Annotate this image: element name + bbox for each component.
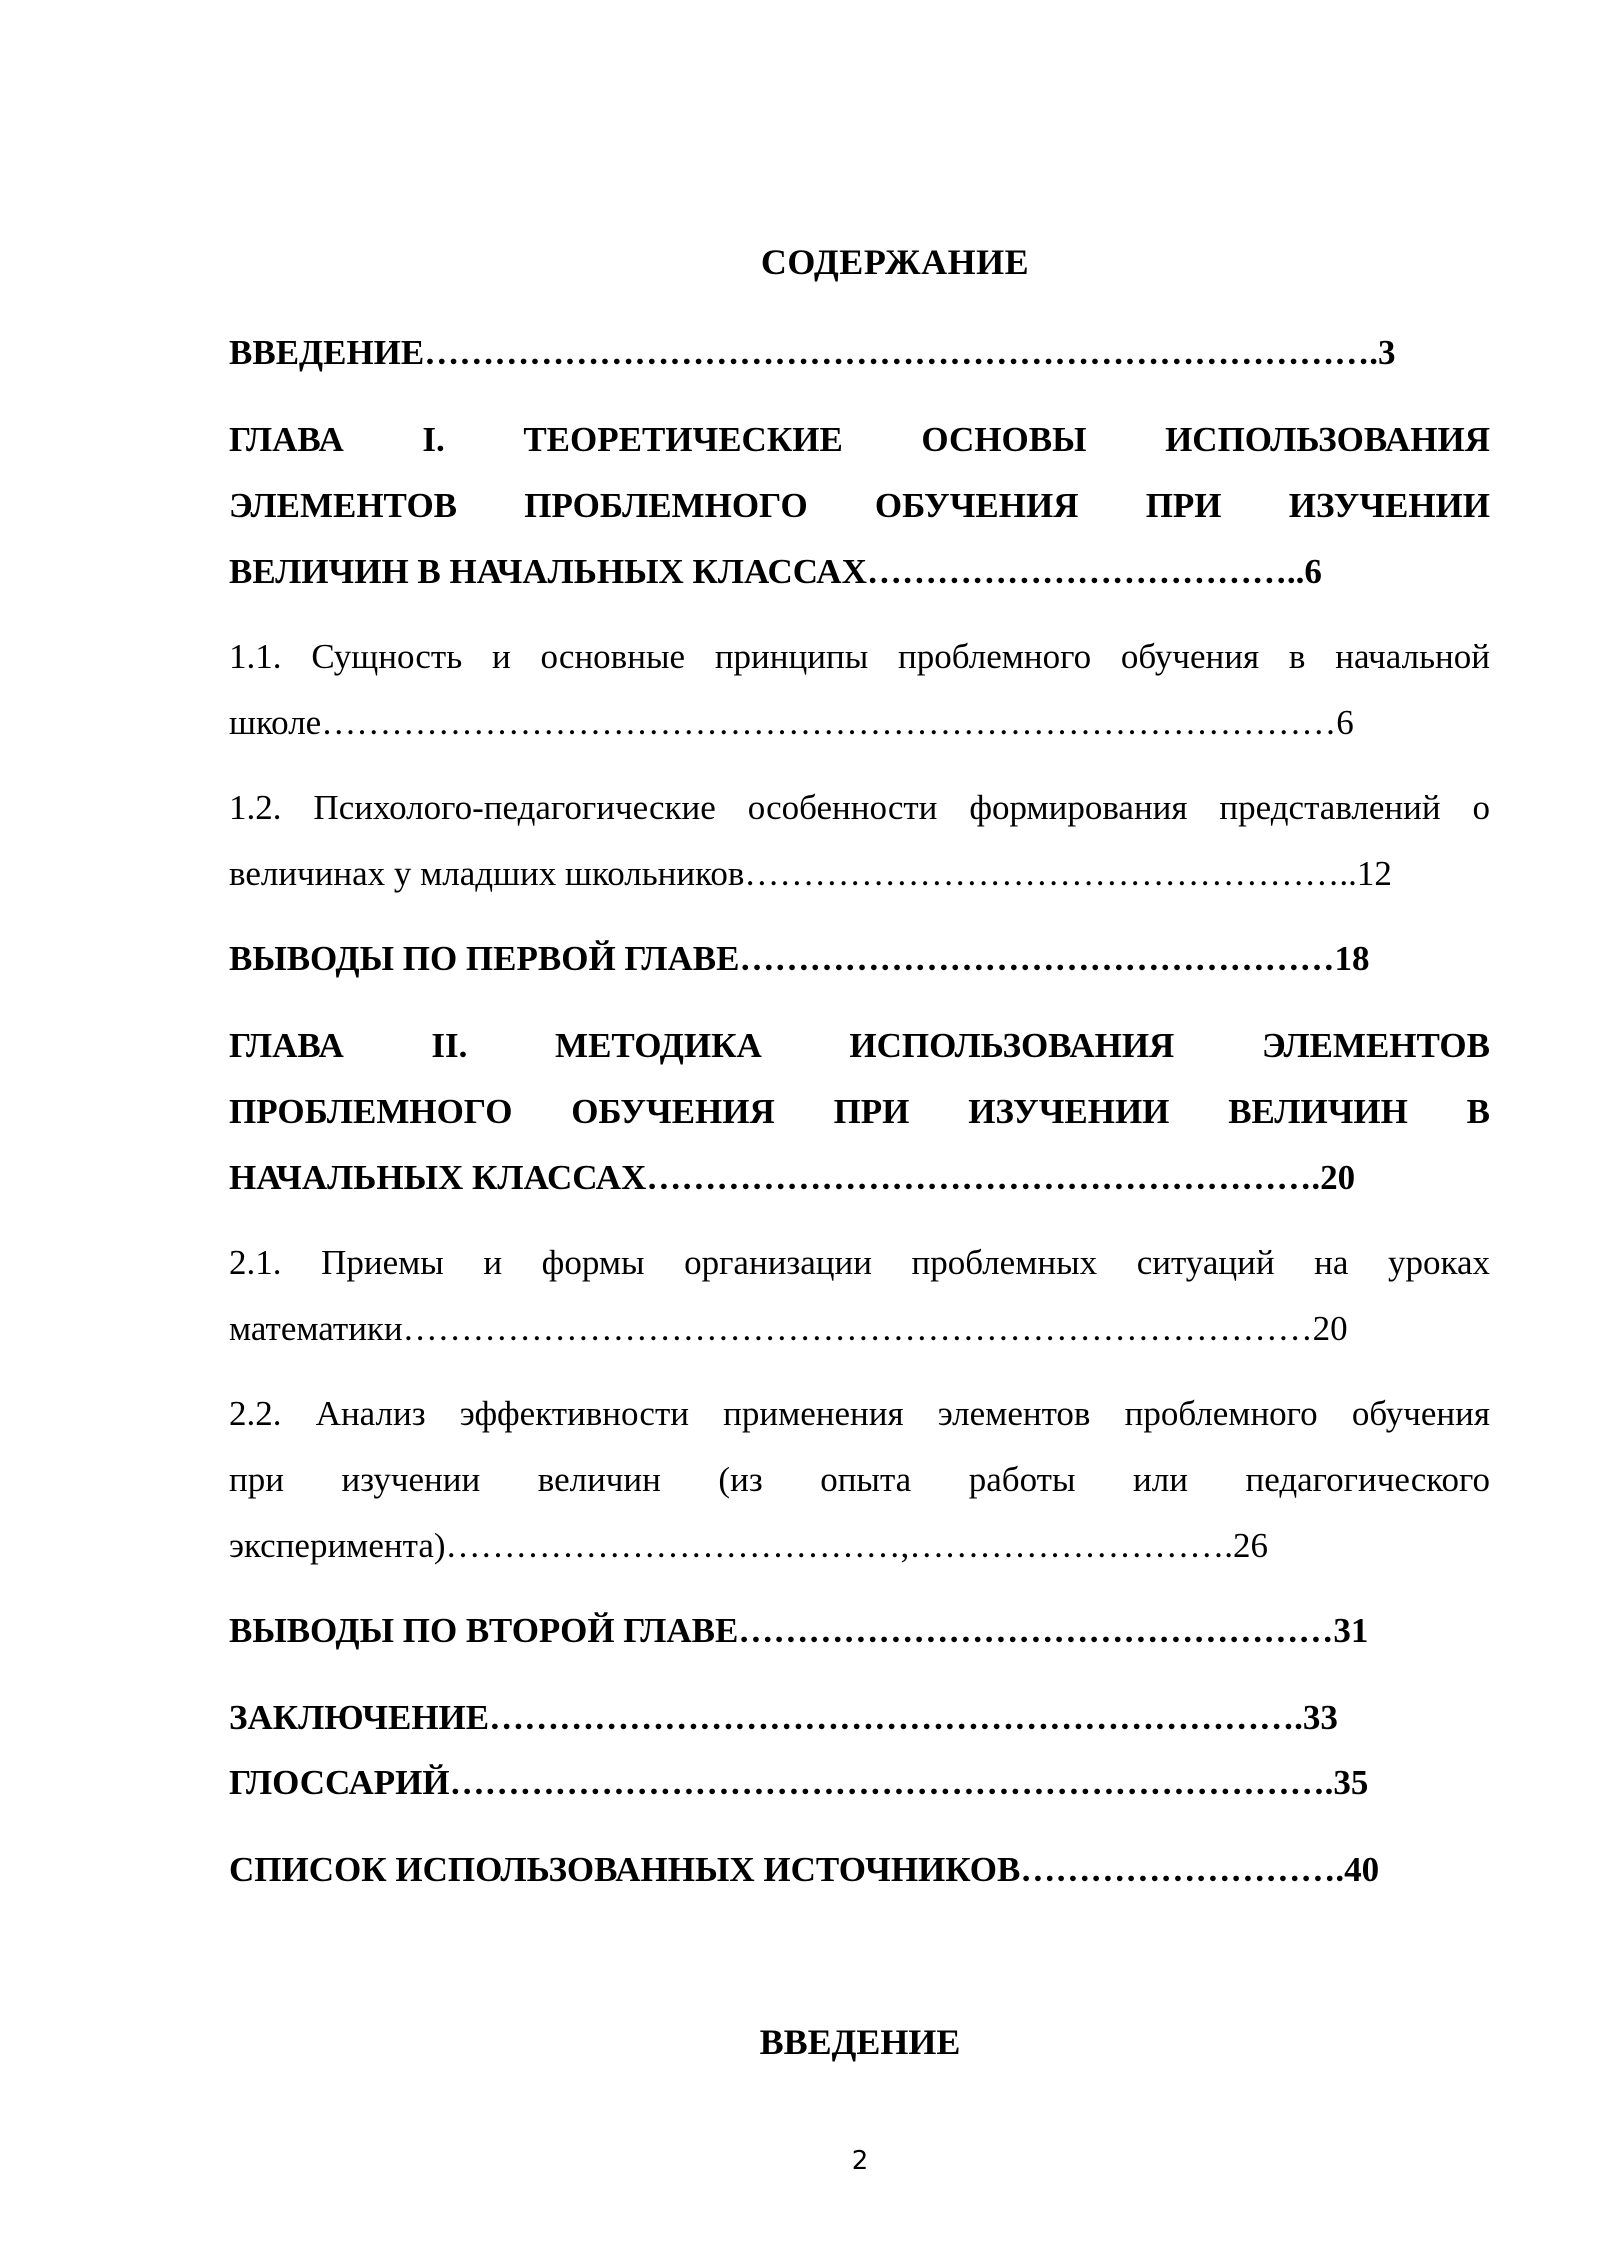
toc-line: математики……………………………………………………………………20: [229, 1309, 1348, 1348]
toc-line: ВЕЛИЧИН В НАЧАЛЬНЫХ КЛАССАХ………………………………..6: [229, 552, 1322, 591]
toc-entry-references[interactable]: [229, 1837, 1490, 1903]
section-heading-introduction: ВВЕДЕНИЕ: [759, 2022, 961, 2062]
toc-line: ГЛАВА I. ТЕОРЕТИЧЕСКИЕ ОСНОВЫ ИСПОЛЬЗОВАНИЯ: [229, 420, 1490, 459]
toc-line: ЗАКЛЮЧЕНИЕ…………………………………………………………….33: [229, 1698, 1338, 1737]
toc-line: при изучении величин (из опыта работы или педагогического: [229, 1460, 1490, 1499]
toc-line: ПРОБЛЕМНОГО ОБУЧЕНИЯ ПРИ ИЗУЧЕНИИ ВЕЛИЧИН В: [229, 1092, 1490, 1131]
toc-line: ЭЛЕМЕНТОВ ПРОБЛЕМНОГО ОБУЧЕНИЯ ПРИ ИЗУЧЕНИИ: [229, 486, 1490, 525]
toc-line: НАЧАЛЬНЫХ КЛАССАХ………………………………………………….20: [229, 1158, 1356, 1197]
toc-entry-glossary[interactable]: [229, 1750, 1490, 1816]
toc-entry-introduction[interactable]: [229, 320, 1490, 386]
toc-entry-section-2-1[interactable]: [229, 1230, 1490, 1362]
page-title: СОДЕРЖАНИЕ: [760, 242, 1030, 282]
toc-entry-chapter-1[interactable]: [229, 407, 1490, 605]
toc-entry-section-1-1[interactable]: [229, 624, 1490, 756]
toc-entry-chapter-2[interactable]: [229, 1013, 1490, 1211]
page-number: 2: [851, 2146, 869, 2176]
toc-line: школе……………………………………………………………………………6: [229, 703, 1354, 742]
toc-line: 2.2. Анализ эффективности применения элементов проблемного обучения: [229, 1394, 1490, 1433]
toc-entry-chapter-1-conclusions[interactable]: [229, 926, 1490, 992]
toc-entry-section-1-2[interactable]: [229, 775, 1490, 907]
toc-line: ВЫВОДЫ ПО ПЕРВОЙ ГЛАВЕ……………………………………………18: [229, 939, 1370, 978]
toc-line: 2.1. Приемы и формы организации проблемных ситуаций на уроках: [229, 1243, 1490, 1282]
toc-line: величинах у младших школьников……………………………………………..12: [229, 854, 1392, 893]
toc-line: 1.1. Сущность и основные принципы проблемного обучения в начальной: [229, 637, 1490, 676]
toc-entry-section-2-2[interactable]: [229, 1381, 1490, 1579]
toc-line: 1.2. Психолого-педагогические особенности формирования представлений о: [229, 788, 1490, 827]
toc-line: ГЛАВА II. МЕТОДИКА ИСПОЛЬЗОВАНИЯ ЭЛЕМЕНТОВ: [229, 1026, 1490, 1065]
toc-line: ВВЕДЕНИЕ……………………………………………………………………….3: [229, 333, 1396, 372]
toc-line: ВЫВОДЫ ПО ВТОРОЙ ГЛАВЕ……………………………………………31: [229, 1611, 1369, 1650]
toc-line: СПИСОК ИСПОЛЬЗОВАННЫХ ИСТОЧНИКОВ……………………….40: [229, 1850, 1380, 1889]
toc-line: ГЛОССАРИЙ………………………………………………………………….35: [229, 1763, 1369, 1802]
toc-entry-chapter-2-conclusions[interactable]: [229, 1598, 1490, 1664]
toc-entry-conclusion[interactable]: [229, 1685, 1490, 1751]
toc-line: эксперимента)…………………………………,……………………….26: [229, 1526, 1269, 1565]
